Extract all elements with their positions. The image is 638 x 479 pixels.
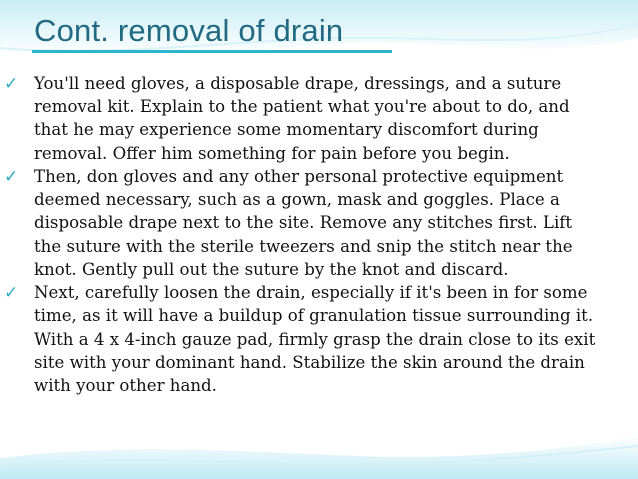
check-icon: ✓ <box>4 283 19 304</box>
check-icon: ✓ <box>4 74 19 94</box>
check-icon: ✓ <box>4 167 19 187</box>
bottom-wave <box>0 436 638 479</box>
bullet-text: Then, don gloves and any other personal protective equipment deemed necessary, such as a gown, mask and goggles. Place a disposable drape next to the site. Remove any stitches first. Lift the suture with the sterile tweezers and snip the stitch near the knot. Gently pull out the suture by the knot and discard. <box>34 167 573 279</box>
bullet-item <box>4 165 604 281</box>
title-underline <box>32 50 392 53</box>
bullet-text: Next, carefully loosen the drain, especially if it's been in for some time, as it will have a buildup of granulation tissue surrounding it. With a 4 x 4-inch gauze pad, firmly grasp the drain close to its exit site with your dominant hand. Stabilize the skin around the drain with your other hand. <box>34 283 596 396</box>
bullet-list <box>4 72 604 397</box>
slide-title: Cont. removal of drain <box>34 13 344 48</box>
bullet-item <box>4 281 604 397</box>
bullet-item <box>4 72 604 165</box>
bullet-text: You'll need gloves, a disposable drape, dressings, and a suture removal kit. Explain to the patient what you're about to do, and that he may experience some momentary discomfort during removal. Offer him something for pain before you begin. <box>34 74 570 163</box>
